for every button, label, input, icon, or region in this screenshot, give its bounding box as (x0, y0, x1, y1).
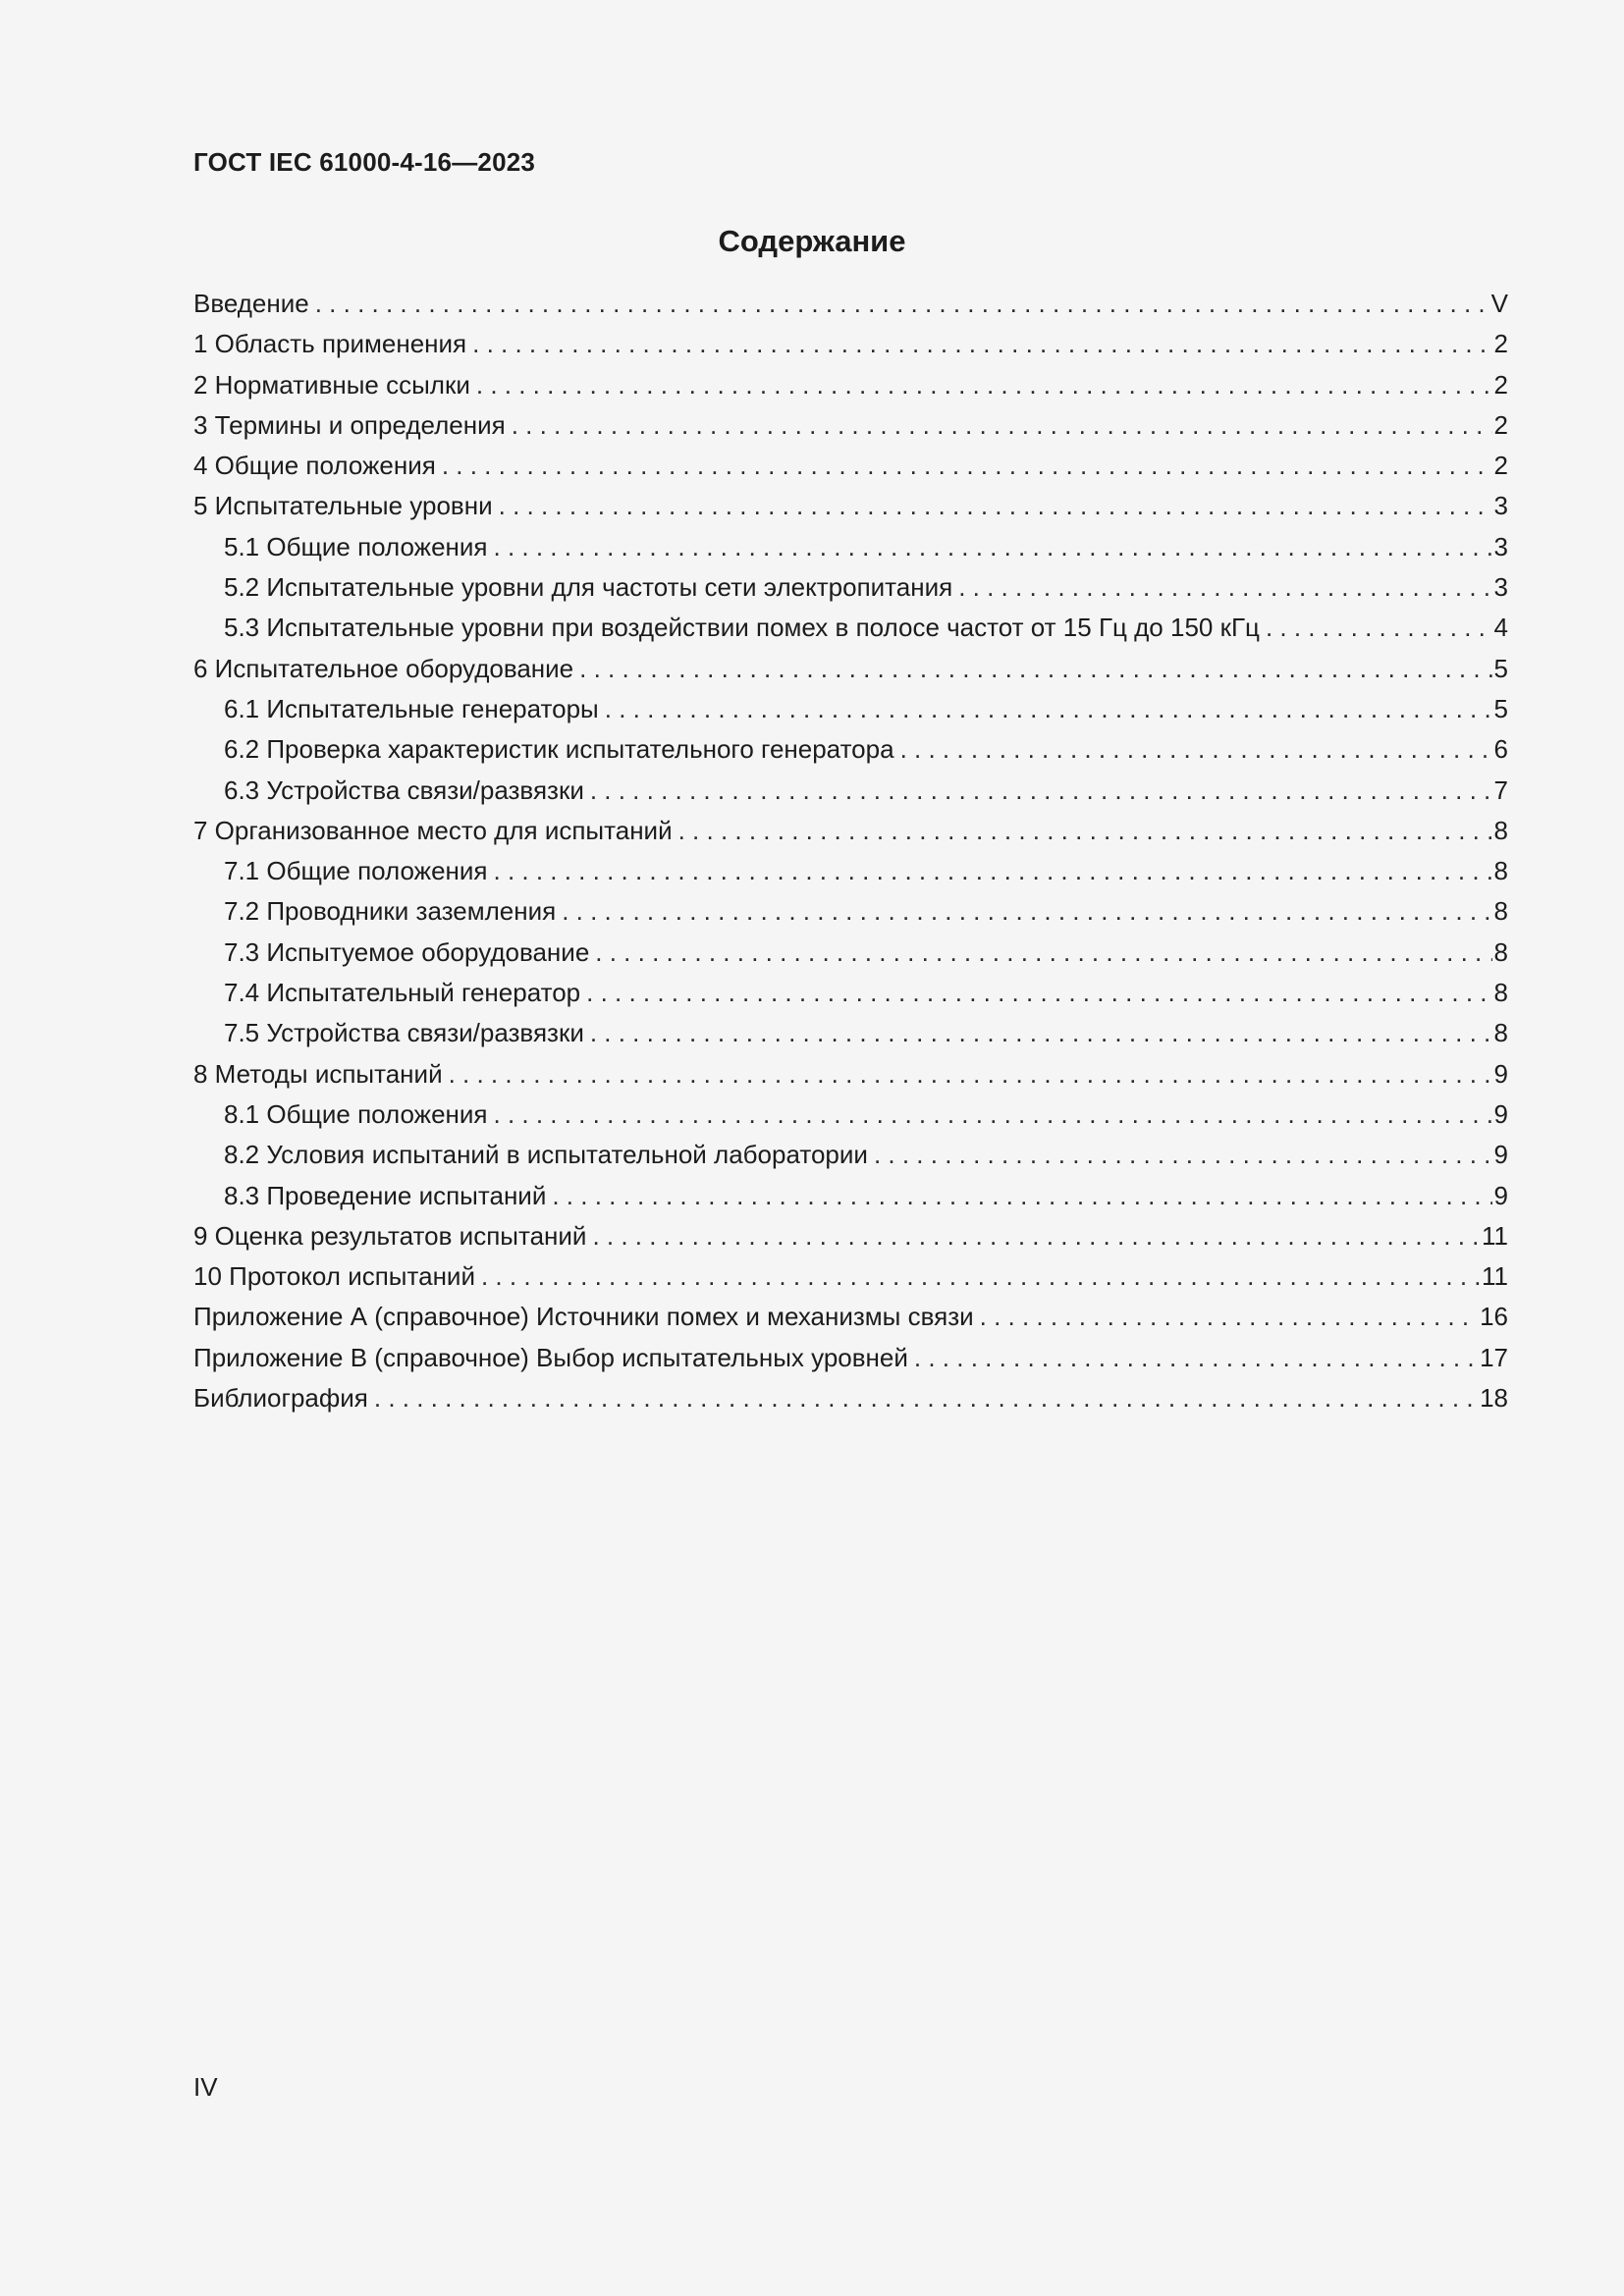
toc-entry-label: 7.4 Испытательный генератор (224, 978, 581, 1008)
toc-entry-page: 3 (1493, 572, 1508, 603)
toc-entry-label: 10 Протокол испытаний (193, 1261, 475, 1292)
toc-entry-page: 9 (1493, 1180, 1508, 1210)
toc-dot-leader (449, 1054, 1492, 1095)
toc-dot-leader (472, 324, 1491, 364)
table-of-contents (193, 284, 1508, 1418)
toc-entry[interactable] (193, 1095, 1508, 1135)
toc-entry-label: 6.2 Проверка характеристик испытательного генератора (224, 734, 894, 765)
toc-entry[interactable] (193, 1135, 1508, 1175)
toc-dot-leader (494, 1095, 1492, 1135)
toc-entry-page: 9 (1493, 1098, 1508, 1129)
toc-dot-leader (874, 1135, 1492, 1175)
toc-entry-label: 8.2 Условия испытаний в испытательной лаборатории (224, 1140, 868, 1170)
toc-entry-page: 9 (1493, 1140, 1508, 1170)
toc-dot-leader (494, 527, 1492, 567)
toc-entry-page: V (1490, 289, 1508, 318)
toc-entry[interactable] (193, 1338, 1508, 1378)
toc-dot-leader (592, 1216, 1480, 1256)
toc-entry-page: 2 (1493, 329, 1508, 359)
toc-dot-leader (476, 365, 1492, 405)
toc-entry[interactable] (193, 405, 1508, 446)
toc-entry-label: 8 Методы испытаний (193, 1058, 443, 1089)
toc-entry-page: 3 (1493, 531, 1508, 561)
toc-dot-leader (1266, 608, 1492, 648)
toc-dot-leader (512, 405, 1492, 446)
document-header: ГОСТ IEC 61000-4-16—2023 (193, 147, 536, 177)
toc-dot-leader (605, 689, 1492, 729)
toc-entry[interactable] (193, 567, 1508, 608)
toc-dot-leader (900, 729, 1492, 770)
toc-entry-page: 8 (1493, 978, 1508, 1008)
toc-entry-page: 3 (1493, 491, 1508, 521)
toc-dot-leader (678, 811, 1492, 851)
toc-entry[interactable] (193, 771, 1508, 811)
toc-entry-label: 4 Общие положения (193, 451, 436, 481)
toc-entry[interactable] (193, 608, 1508, 648)
toc-entry-label: 6.3 Устройства связи/развязки (224, 774, 584, 805)
toc-entry[interactable] (193, 1256, 1508, 1297)
toc-entry-page: 8 (1493, 1018, 1508, 1048)
toc-dot-leader (374, 1378, 1478, 1418)
toc-entry[interactable] (193, 649, 1508, 689)
toc-dot-leader (590, 771, 1492, 811)
toc-entry-page: 4 (1493, 613, 1508, 643)
toc-entry[interactable] (193, 527, 1508, 567)
toc-entry[interactable] (193, 973, 1508, 1013)
toc-dot-leader (481, 1256, 1480, 1297)
toc-entry[interactable] (193, 365, 1508, 405)
toc-entry-page: 9 (1493, 1058, 1508, 1089)
toc-entry-page: 2 (1493, 369, 1508, 400)
toc-entry[interactable] (193, 486, 1508, 526)
toc-dot-leader (442, 446, 1492, 486)
toc-dot-leader (914, 1338, 1478, 1378)
toc-entry[interactable] (193, 284, 1508, 324)
toc-entry-page: 5 (1493, 653, 1508, 683)
toc-entry-label: 7 Организованное место для испытаний (193, 815, 673, 845)
toc-entry-label: 5 Испытательные уровни (193, 491, 493, 521)
toc-entry[interactable] (193, 811, 1508, 851)
toc-entry-label: 2 Нормативные ссылки (193, 369, 470, 400)
toc-entry[interactable] (193, 1176, 1508, 1216)
toc-dot-leader (494, 851, 1492, 891)
toc-entry-label: 7.2 Проводники заземления (224, 896, 557, 927)
toc-entry-label: 5.1 Общие положения (224, 531, 488, 561)
toc-entry[interactable] (193, 1378, 1508, 1418)
toc-entry[interactable] (193, 851, 1508, 891)
toc-entry-page: 2 (1493, 451, 1508, 481)
toc-entry[interactable] (193, 324, 1508, 364)
toc-entry-label: 7.5 Устройства связи/развязки (224, 1018, 584, 1048)
toc-entry-page: 8 (1493, 815, 1508, 845)
toc-entry-label: Приложение В (справочное) Выбор испытательных уровней (193, 1342, 908, 1372)
toc-entry[interactable] (193, 1013, 1508, 1053)
toc-dot-leader (315, 284, 1489, 324)
toc-entry[interactable] (193, 1054, 1508, 1095)
toc-entry-page: 16 (1480, 1302, 1508, 1332)
toc-dot-leader (590, 1013, 1492, 1053)
toc-entry-label: Введение (193, 289, 309, 318)
toc-dot-leader (499, 486, 1492, 526)
toc-dot-leader (579, 649, 1491, 689)
toc-entry-page: 7 (1493, 774, 1508, 805)
toc-entry-page: 2 (1493, 409, 1508, 440)
toc-dot-leader (562, 891, 1491, 932)
toc-entry[interactable] (193, 933, 1508, 973)
toc-entry-label: 5.2 Испытательные уровни для частоты сети электропитания (224, 572, 953, 603)
toc-entry-label: 6 Испытательное оборудование (193, 653, 574, 683)
toc-entry-page: 8 (1493, 936, 1508, 967)
toc-entry[interactable] (193, 1216, 1508, 1256)
toc-entry-label: 3 Термины и определения (193, 409, 506, 440)
toc-entry-label: Приложение А (справочное) Источники помех и механизмы связи (193, 1302, 974, 1332)
toc-entry-page: 11 (1482, 1220, 1508, 1251)
page-number: IV (193, 2072, 218, 2102)
toc-entry[interactable] (193, 729, 1508, 770)
toc-entry-label: 7.1 Общие положения (224, 856, 488, 886)
toc-entry[interactable] (193, 689, 1508, 729)
toc-entry-page: 18 (1480, 1383, 1508, 1414)
toc-entry-label: 8.1 Общие положения (224, 1098, 488, 1129)
toc-title: Содержание (718, 224, 906, 258)
toc-entry[interactable] (193, 446, 1508, 486)
toc-entry-label: 9 Оценка результатов испытаний (193, 1220, 587, 1251)
toc-dot-leader (980, 1297, 1478, 1337)
toc-entry-label: Библиография (193, 1383, 368, 1414)
toc-entry-label: 5.3 Испытательные уровни при воздействии помех в полосе частот от 15 Гц до 150 кГц (224, 613, 1260, 643)
toc-entry-label: 1 Область применения (193, 329, 467, 359)
toc-entry-label: 6.1 Испытательные генераторы (224, 693, 599, 723)
toc-entry-page: 5 (1493, 693, 1508, 723)
toc-dot-leader (595, 933, 1491, 973)
toc-entry[interactable] (193, 1297, 1508, 1337)
toc-entry-page: 8 (1493, 896, 1508, 927)
toc-entry-page: 6 (1493, 734, 1508, 765)
toc-entry-label: 8.3 Проведение испытаний (224, 1180, 547, 1210)
toc-dot-leader (552, 1176, 1491, 1216)
toc-dot-leader (958, 567, 1491, 608)
toc-entry-label: 7.3 Испытуемое оборудование (224, 936, 590, 967)
toc-entry-page: 8 (1493, 856, 1508, 886)
toc-entry-page: 17 (1480, 1342, 1508, 1372)
toc-entry[interactable] (193, 891, 1508, 932)
toc-dot-leader (586, 973, 1491, 1013)
toc-entry-page: 11 (1482, 1261, 1508, 1292)
